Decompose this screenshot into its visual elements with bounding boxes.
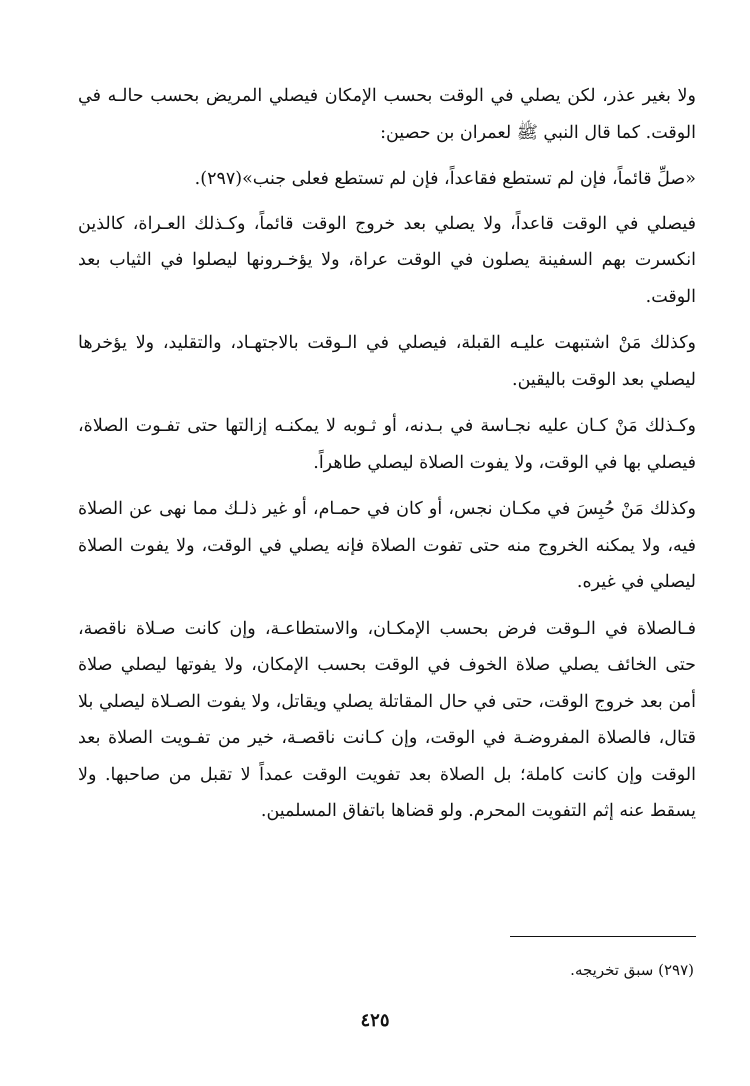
main-text xyxy=(78,78,696,840)
paragraph-1: ولا بغير عذر، لكن يصلي في الوقت بحسب الإمكان فيصلي المريض بحسب حالـه في الوقت. كما قال النبي ﷺ لعمران بن حصين: xyxy=(78,86,696,143)
paragraph-7: فـالصلاة في الـوقت فرض بحسب الإمكـان، والاستطاعـة، وإن كانت صـلاة ناقصة، حتى الخائف يصلي صلاة الخوف في الوقت بحسب الإمكان، ولا يفوتها ليصلي صلاة أمن بعد خروج الوقت، حتى في حال المقاتلة يصلي ويقاتل، ولا يفوت الصـلاة ليصلي بلا قتال، فالصلاة المفروضـة في الوقت، وإن كـانت ناقصـة، خير من تفـويت الصلاة بعد الوقت وإن كانت كاملة؛ بل الصلاة بعد تفويت الوقت عمداً لا تقبل من صاحبها. ولا يسقط عنه إثم التفويت المحرم. ولو قضاها باتفاق المسلمين. xyxy=(78,618,696,821)
paragraph-5: وكـذلك مَنْ كـان عليه نجـاسة في بـدنه، أو ثـوبه لا يمكنـه إزالتها حتى تفـوت الصلاة، فيصلي بها في الوقت، ولا يفوت الصلاة ليصلي طاهراً. xyxy=(78,416,696,473)
footnote: (٢٩٧) سبق تخريجه. xyxy=(570,961,694,979)
paragraph-2-hadith: «صلِّ قائماً، فإن لم تستطع فقاعداً، فإن لم تستطع فعلى جنب»(٢٩٧). xyxy=(194,169,696,189)
paragraph-6: وكذلك مَنْ حُبِسَ في مكـان نجس، أو كان في حمـام، أو غير ذلـك مما نهى عن الصلاة فيه، ولا يمكنه الخروج منه حتى تفوت الصلاة فإنه يصلي في الوقت، ولا يفوت الصلاة ليصلي في غيره. xyxy=(78,499,696,592)
page-number: ٤٢٥ xyxy=(360,1010,390,1031)
paragraph-3: فيصلي في الوقت قاعداً، ولا يصلي بعد خروج الوقت قائماً، وكـذلك العـراة، كالذين انكسرت بهم السفينة يصلون في الوقت عراة، ولا يؤخـرونها ليصلوا في الثياب بعد الوقت. xyxy=(78,213,696,307)
footnote-divider xyxy=(510,936,696,937)
paragraph-4: وكذلك مَنْ اشتبهت عليـه القبلة، فيصلي في الـوقت بالاجتهـاد، والتقليد، ولا يؤخرها ليصلي بعد الوقت باليقين. xyxy=(78,333,696,390)
